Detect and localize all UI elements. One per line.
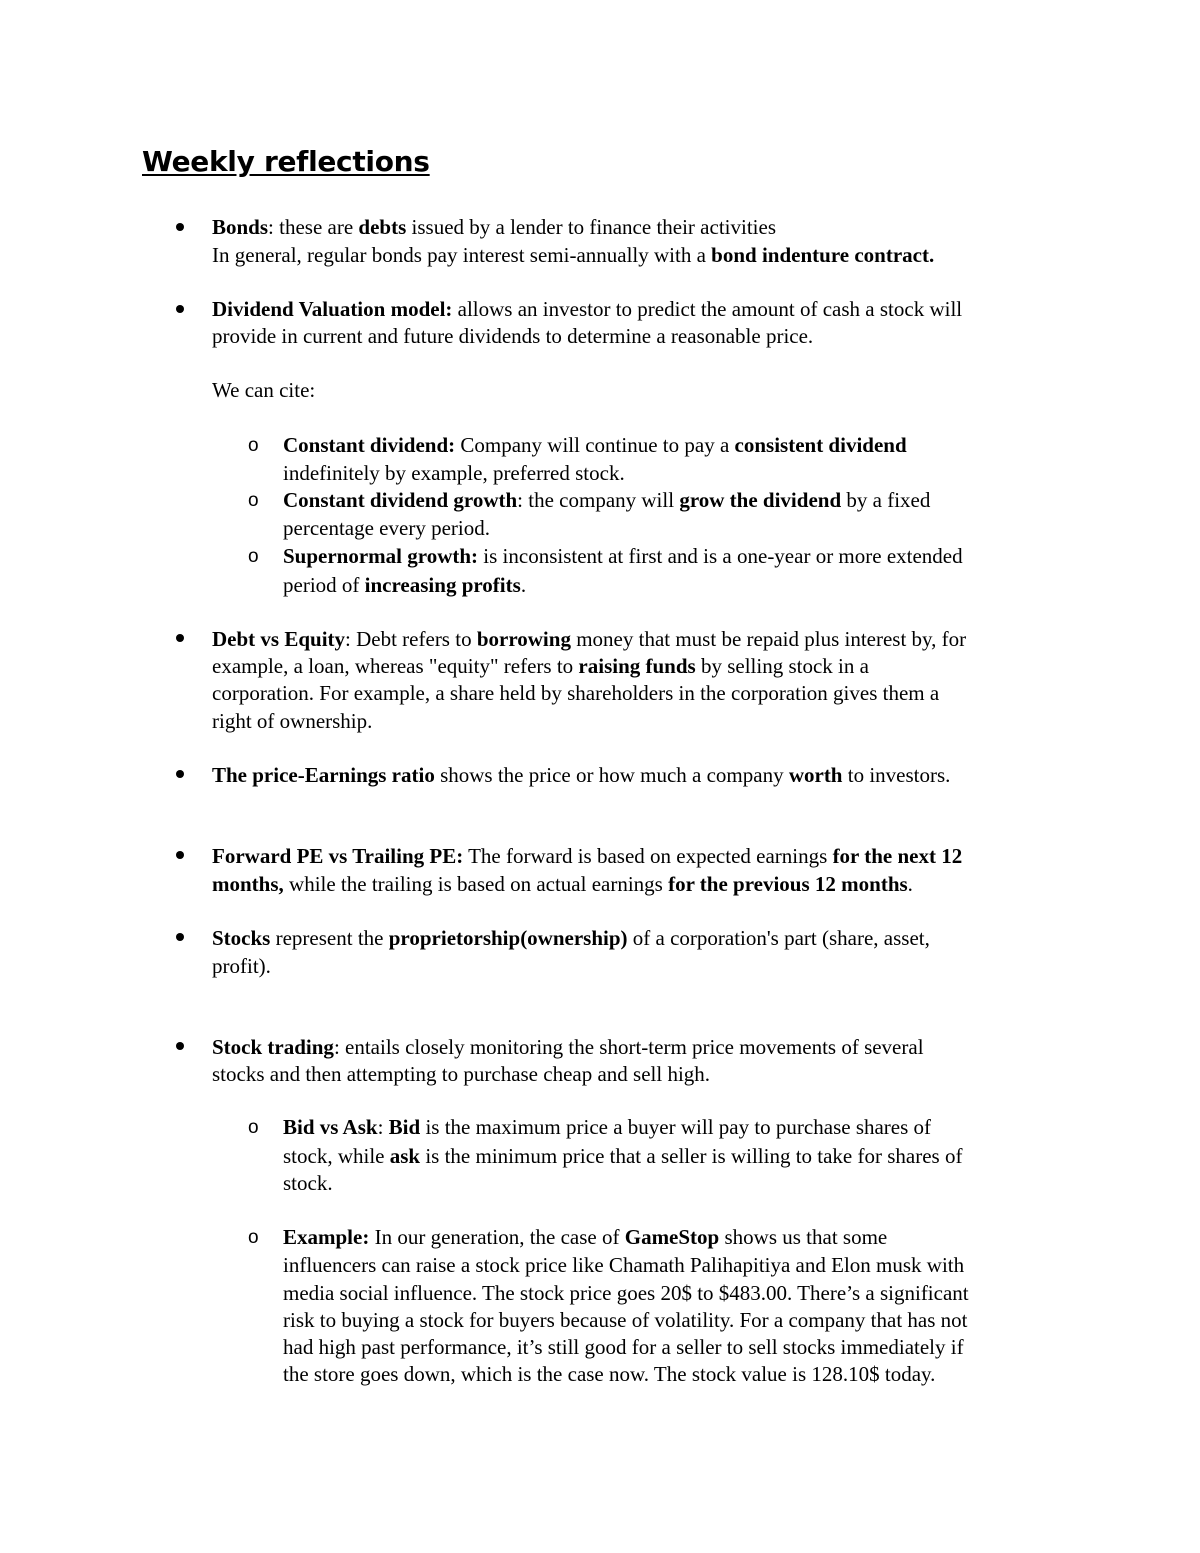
bullet-icon	[176, 851, 184, 859]
bullet-icon	[176, 1042, 184, 1050]
debt-equity-line-3: corporation. For example, a share held by shareholders in the corporation gives them a	[212, 681, 940, 705]
bid-ask-line-3: stock.	[283, 1171, 333, 1195]
example-line-1: Example: In our generation, the case of GameStop shows us that some	[283, 1225, 888, 1249]
example-line-4: risk to buying a stock for buyers because of volatility. For a company that has not	[283, 1308, 968, 1332]
sub-bullet-icon: o	[248, 1117, 259, 1138]
sub-bullet-icon: o	[248, 490, 259, 511]
bullet-icon	[176, 223, 184, 231]
bid-ask-line-2: stock, while ask is the minimum price that a seller is willing to take for shares of	[283, 1144, 963, 1168]
debt-equity-line-4: right of ownership.	[212, 709, 373, 733]
dividend-line-2: provide in current and future dividends to determine a reasonable price.	[212, 324, 814, 348]
bonds-line-2: In general, regular bonds pay interest semi-annually with a bond indenture contract.	[212, 243, 935, 267]
trading-line-1: Stock trading: entails closely monitoring the short-term price movements of several	[212, 1035, 924, 1059]
bullet-icon	[176, 770, 184, 778]
page-title: Weekly reflections	[142, 145, 430, 178]
stocks-line-2: profit).	[212, 954, 271, 978]
dividend-line-1: Dividend Valuation model: allows an investor to predict the amount of cash a stock will	[212, 297, 963, 321]
constant-dividend-line-1: Constant dividend: Company will continue to pay a consistent dividend	[283, 433, 907, 457]
sub-bullet-icon: o	[248, 1227, 259, 1248]
debt-equity-line-2: example, a loan, whereas "equity" refers to raising funds by selling stock in a	[212, 654, 869, 678]
example-line-2: influencers can raise a stock price like Chamath Palihapitiya and Elon musk with	[283, 1253, 965, 1277]
pe-ratio-line-1: The price-Earnings ratio shows the price or how much a company worth to investors.	[212, 763, 951, 787]
term-bonds: Bonds	[212, 215, 269, 239]
bid-ask-line-1: Bid vs Ask: Bid is the maximum price a buyer will pay to purchase shares of	[283, 1115, 932, 1139]
example-line-3: media social influence. The stock price goes 20$ to $483.00. There’s a significant	[283, 1281, 969, 1305]
example-line-5: had high past performance, it’s still good for a seller to sell stocks immediately if	[283, 1335, 964, 1359]
dividend-cite: We can cite:	[212, 378, 316, 402]
sub-bullet-icon: o	[248, 435, 259, 456]
dividend-growth-line-2: percentage every period.	[283, 516, 490, 540]
trading-line-2: stocks and then attempting to purchase cheap and sell high.	[212, 1062, 711, 1086]
sub-bullet-icon: o	[248, 546, 259, 567]
stocks-line-1: Stocks represent the proprietorship(ownership) of a corporation's part (share, asset,	[212, 926, 930, 950]
example-line-6: the store goes down, which is the case now. The stock value is 128.10$ today.	[283, 1362, 936, 1386]
term-dividend-valuation: Dividend Valuation model:	[212, 297, 453, 321]
bonds-line-1: Bonds: these are debts issued by a lender to finance their activities	[212, 215, 776, 239]
forward-pe-line-1: Forward PE vs Trailing PE: The forward is based on expected earnings for the next 12	[212, 844, 963, 868]
supernormal-line-1: Supernormal growth: is inconsistent at first and is a one-year or more extended	[283, 544, 963, 568]
constant-dividend-line-2: indefinitely by example, preferred stock.	[283, 461, 625, 485]
bullet-icon	[176, 634, 184, 642]
bullet-icon	[176, 305, 184, 313]
dividend-growth-line-1: Constant dividend growth: the company will grow the dividend by a fixed	[283, 488, 931, 512]
supernormal-line-2: period of increasing profits.	[283, 573, 527, 597]
bullet-icon	[176, 933, 184, 941]
debt-equity-line-1: Debt vs Equity: Debt refers to borrowing money that must be repaid plus interest by, for	[212, 627, 967, 651]
forward-pe-line-2: months, while the trailing is based on actual earnings for the previous 12 months.	[212, 872, 913, 896]
